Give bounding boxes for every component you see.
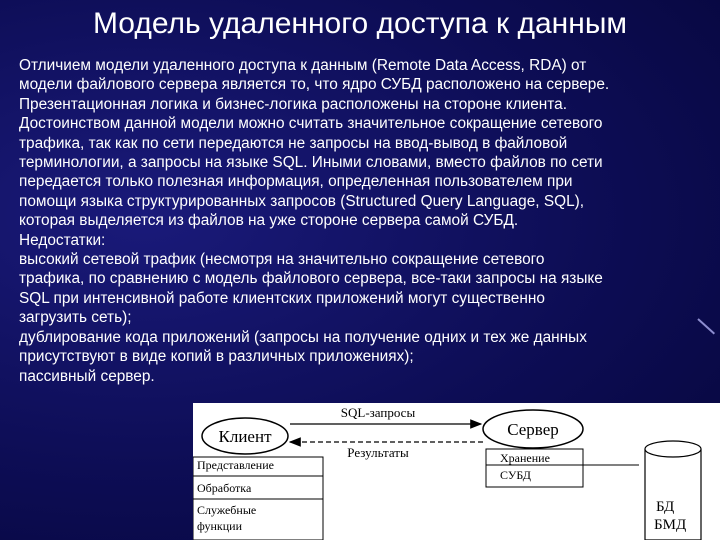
text-line: SQL при интенсивной работе клиентских приложений могут существенно	[19, 289, 545, 307]
disadvantages-heading: Недостатки:	[19, 231, 106, 249]
text-line: пассивный сервер.	[19, 367, 155, 385]
text-line: дублирование кода приложений (запросы на получение одних и тех же данных	[19, 328, 587, 346]
client-row: Обработка	[197, 481, 252, 495]
client-row: Представление	[197, 458, 274, 472]
server-row: Хранение	[500, 451, 550, 465]
text-line: трафика, так как по сети передаются не запросы на ввод-вывод в файловой	[19, 134, 568, 152]
server-label: Сервер	[507, 420, 559, 439]
request-label: SQL-запросы	[340, 405, 416, 420]
result-label: Результаты	[347, 445, 409, 460]
text-line: которая выделяется из файлов на уже стороне сервера самой СУБД.	[19, 212, 519, 230]
body-text	[19, 56, 719, 386]
text-line: модели файлового сервера является то, что ядро СУБД расположено на сервере.	[19, 76, 610, 94]
client-label: Клиент	[218, 427, 272, 446]
slide-title: Модель удаленного доступа к данным	[92, 7, 628, 40]
server-row: СУБД	[500, 468, 531, 482]
text-line: Отличием модели удаленного доступа к данным (Remote Data Access, RDA) от	[19, 57, 587, 74]
db-label: БД	[656, 499, 675, 515]
text-line: трафика, по сравнению с модель файлового сервера, все-таки запросы на языке	[19, 270, 603, 288]
client-row: Служебные	[197, 503, 257, 517]
text-line: высокий сетевой трафик (несмотря на значительно сокращение сетевого	[19, 251, 545, 269]
text-line: передается только полезная информация, определенная пользователем при	[19, 173, 573, 191]
text-line: терминологии, а запросы на языке SQL. Иными словами, вместо файлов по сети	[19, 154, 603, 172]
text-line: помощи языка структурированных запросов (Structured Query Language, SQL),	[19, 192, 585, 210]
db-label: БМД	[654, 517, 687, 533]
text-line: присутствуют в виде копий в различных приложениях);	[19, 348, 414, 366]
text-line: Достоинством данной модели можно считать значительное сокращение сетевого	[19, 115, 603, 133]
rda-diagram-svg	[193, 403, 720, 540]
client-row: функции	[197, 519, 242, 533]
text-line: Презентационная логика и бизнес-логика расположены на стороне клиента.	[19, 95, 568, 113]
rda-diagram	[193, 403, 720, 540]
text-line: загрузить сеть);	[19, 309, 132, 327]
